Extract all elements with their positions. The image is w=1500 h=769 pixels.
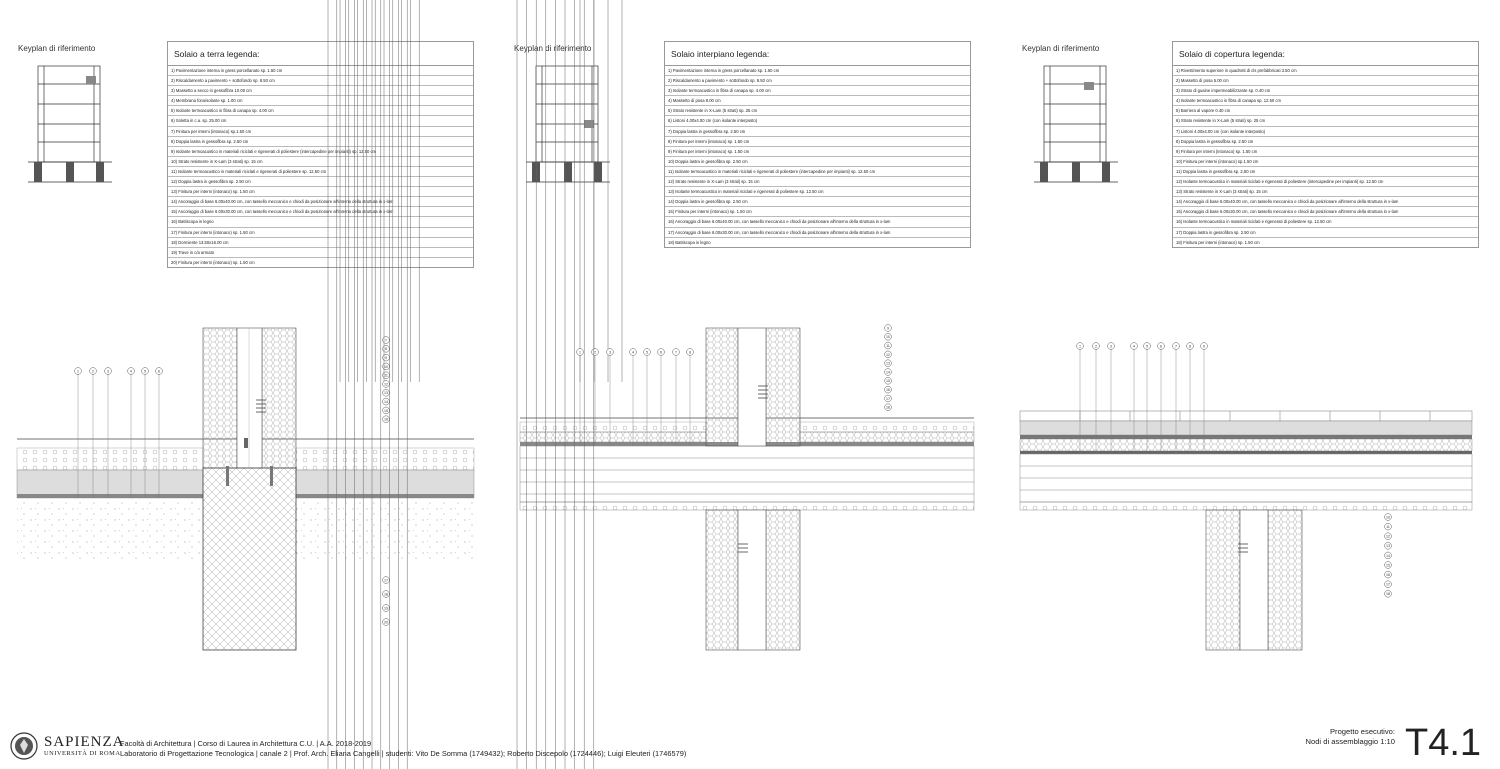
callout-label: 4 <box>130 369 132 374</box>
legend-item: 13) Finitura per interni (intonaco) sp. 1.50 cm <box>168 187 473 197</box>
legend-item: 2) Riscaldamento a pavimento + sottofondo sp. 8.50 cm <box>168 76 473 86</box>
callout-label: 11 <box>384 373 388 378</box>
callout-label: 3 <box>609 350 611 355</box>
callout-label: 13 <box>886 361 890 366</box>
legend-item: 8) Doppia lastra in gessofibra sp. 2.50 cm <box>1173 137 1478 147</box>
legend-item: 9) Finitura per interni (intonaco) sp. 1.50 cm <box>665 147 970 157</box>
callout-label: 11 <box>1386 525 1390 529</box>
callout-label: 18 <box>886 405 890 410</box>
legend-item: 16) Isolante termoacustico in materiali riciclati e rigenerati di poliestere sp. 12.50 cm <box>1173 217 1478 227</box>
legend-item: 7) Listoni 4.00x4.00 cm (con isolante interposto) <box>1173 127 1478 137</box>
callout-label: 10 <box>1386 515 1390 520</box>
callout-label: 17 <box>886 396 890 401</box>
callout-label: 18 <box>1386 592 1390 597</box>
callout-label: 3 <box>107 369 109 374</box>
callout-label: 12 <box>1386 534 1390 539</box>
legend-item: 4) Massetto di posa 8.00 cm <box>665 96 970 106</box>
legend-item: 20) Finitura per interni (intonaco) sp. 1.50 cm <box>171 259 255 265</box>
callout-label: 7 <box>385 338 387 343</box>
legend-item: 17) Doppia lastra in gessofibra sp. 2.50 cm <box>1173 228 1478 238</box>
legend-item: 7) Finitura per interni (intonaco) sp.1.50 cm <box>168 127 473 137</box>
legend-item: 16) Battiscopa in legno <box>168 217 473 227</box>
callout-label: 6 <box>158 369 160 374</box>
callout-label: 15 <box>384 408 388 413</box>
callout-label: 16 <box>886 388 890 392</box>
legend-item: 14) Doppia lastra in gessofibra sp. 2.50 cm <box>665 197 970 207</box>
callout-label: 17 <box>384 578 388 583</box>
legend-item: 9) Finitura per interni (intonaco) sp. 1.50 cm <box>1173 147 1478 157</box>
legend-item: 15) Finitura per interni (intonaco) sp. 1.50 cm <box>665 207 970 217</box>
detail-interfloor <box>328 0 974 769</box>
callout-label: 12 <box>886 352 890 357</box>
callout-label: 8 <box>1189 344 1191 349</box>
legend-ground-title: Solaio a terra legenda: <box>168 42 473 66</box>
footer-line-2: Laboratorio di Progettazione Tecnologica | canale 2 | Prof. Arch. Eliana Cangelli | studenti: Vito De Somma (1749432); Roberto Discepolo (1724446); Luigi Eleuteri (1746579) <box>120 749 687 758</box>
callout-label: 9 <box>1203 344 1205 349</box>
callout-label: 10 <box>384 364 388 369</box>
callout-label: 14 <box>1386 553 1390 558</box>
legend-item: 12) Isolante termoacustico in materiali riciclati e rigenerati di poliestere (intercapedine per impianti) sp. 12.50 cm <box>1173 177 1478 187</box>
legend-item: 8) Doppia lastra in gessofibra sp. 2.50 cm <box>168 137 473 147</box>
callout-label: 17 <box>1386 582 1390 587</box>
legend-item: 1) Pavimentazione interna in gress porcellanato sp. 1.50 cm <box>168 66 473 76</box>
callout-label: 9 <box>385 356 387 360</box>
legend-item: 18) Battiscopa in legno <box>668 239 711 245</box>
legend-item: 10) Finitura per interni (intonaco) sp.1.50 cm <box>1173 157 1478 167</box>
callout-label: 7 <box>675 350 677 355</box>
callout-label: 11 <box>886 344 890 348</box>
legend-item: 3) Massetto a secco in gessofibra 10.00 cm <box>168 86 473 96</box>
callout-label: 9 <box>887 326 889 331</box>
legend-item: 19) Trave in c/a armato <box>168 248 473 258</box>
legend-item: 11) Isolante termoacustico in materiali riciclati e rigenerati di poliestere (intercapedine per impianti) sp. 12.50 cm <box>665 167 970 177</box>
legend-item: 6) Listoni 4.00x4.00 cm (con isolante interposto) <box>665 116 970 126</box>
legend-item: 12) Doppia lastra in gessofibra sp. 2.50 cm <box>168 177 473 187</box>
callout-label: 1 <box>1079 344 1081 349</box>
legend-item: 4) Membrana fonoisolante sp. 1.00 cm <box>168 96 473 106</box>
detail-roof <box>517 0 1472 769</box>
legend-item: 12) Strato resistente in X-Lam (3 strati) sp. 15 cm <box>665 177 970 187</box>
callout-label: 19 <box>384 606 388 611</box>
legend-item: 6) Soletta in c.a. sp. 25.00 cm <box>168 116 473 126</box>
callout-label: 5 <box>646 350 648 355</box>
legend-item: 18) Dormiente 13.50x16.00 cm <box>168 238 473 248</box>
callout-label: 1 <box>77 369 79 374</box>
legend-item: 5) Isolante termoacustico in fibra di canapa sp. 4.00 cm <box>168 106 473 116</box>
sheet-code: T4.1 <box>1405 722 1482 764</box>
callout-label: 4 <box>1133 344 1135 349</box>
legend-item: 4) Isolante termoacustico in fibra di canapa sp. 12.50 cm <box>1173 96 1478 106</box>
callout-label: 8 <box>385 347 387 352</box>
callout-label: 20 <box>384 620 388 625</box>
callout-label: 2 <box>1095 344 1097 349</box>
callout-label: 18 <box>384 592 388 597</box>
legend-item: 17) Ancoraggio di base 6.00x30.00 cm, con tassello meccanico e chiodi da posizionare all'interno della struttura in x-lam <box>665 228 970 238</box>
keyplan-title-ground: Keyplan di riferimento <box>18 44 96 53</box>
legend-item: 18) Finitura per interni (intonaco) sp. 1.50 cm <box>1176 239 1260 245</box>
legend-item: 3) Strato di guaine impermeabilizzante sp. 0.40 cm <box>1173 86 1478 96</box>
university-name: SAPIENZA <box>44 734 125 750</box>
callout-label: 2 <box>594 350 596 355</box>
callout-label: 3 <box>1110 344 1112 349</box>
callout-label: 13 <box>384 391 388 396</box>
project-info <box>1250 727 1395 747</box>
callout-label: 16 <box>384 417 388 422</box>
callout-label: 12 <box>384 382 388 387</box>
callout-label: 5 <box>1146 344 1148 349</box>
legend-item: 2) Massetto di posa 5.00 cm <box>1173 76 1478 86</box>
callout-label: 10 <box>886 335 890 340</box>
legend-item: 11) Isolante termoacustico in materiali riciclati e rigenerati di poliestere sp. 12.50 cm <box>168 167 473 177</box>
callout-label: 13 <box>1386 544 1390 549</box>
legend-item: 17) Finitura per interni (intonaco) sp. 1.50 cm <box>168 228 473 238</box>
legend-item: 1) Pavimentazione interna in gress porcellanato sp. 1.50 cm <box>665 66 970 76</box>
legend-item: 5) Strato resistente in X-Lam (5 strati) sp. 25 cm <box>665 106 970 116</box>
callout-label: 6 <box>1160 344 1162 349</box>
legend-item: 10) Doppia lastra in gessofibra sp. 2.50 cm <box>665 157 970 167</box>
university-subtitle: UNIVERSITÀ DI ROMA <box>44 750 121 757</box>
legend-item: 6) Strato resistente in X-Lam (5 strati) sp. 25 cm <box>1173 116 1478 126</box>
legend-item: 8) Finitura per interni (intonaco) sp. 1.50 cm <box>665 137 970 147</box>
callout-label: 15 <box>886 379 890 384</box>
keyplan-title-roof: Keyplan di riferimento <box>1022 44 1100 53</box>
legend-item: 14) Ancoraggio di base 6.00x40.00 cm, con tassello meccanico e chiodi da posizionare all'interno della struttura in x-lam <box>1173 197 1478 207</box>
legend-item: 2) Riscaldamento a pavimento + sottofondo sp. 8.50 cm <box>665 76 970 86</box>
project-label: Progetto esecutivo: <box>1329 727 1395 736</box>
callout-label: 16 <box>1386 573 1390 577</box>
legend-item: 13) Isolante termoacustico in materiali riciclati e rigenerati di poliestere sp. 12.50 cm <box>665 187 970 197</box>
legend-item: 15) Ancoraggio di base 6.00x30.00 cm, con tassello meccanico e chiodi da posizionare all'interno della struttura in x-lam <box>1173 207 1478 217</box>
legend-item: 14) Ancoraggio di base 6.00x40.00 cm, con tassello meccanico e chiodi da posizionare all'interno della struttura in x-lam <box>168 197 473 207</box>
project-subtitle: Nodi di assemblaggio 1:10 <box>1305 737 1395 746</box>
legend-item: 10) Strato resistente in X-Lam (3 strati) sp. 15 cm <box>168 157 473 167</box>
callout-label: 1 <box>579 350 581 355</box>
callout-label: 14 <box>886 370 890 375</box>
legend-item: 16) Ancoraggio di base 6.00x40.00 cm, con tassello meccanico e chiodi da posizionare all'interno della struttura in x-lam <box>665 217 970 227</box>
callout-label: 15 <box>1386 563 1390 568</box>
detail-ground <box>17 0 622 650</box>
legend-item: 1) Rivestimento superiore in quadrotti di cls prefabbricati 3.50 cm <box>1173 66 1478 76</box>
keyplan-title-interfloor: Keyplan di riferimento <box>514 44 592 53</box>
legend-interfloor-title: Solaio interpiano legenda: <box>665 42 970 66</box>
legend-item: 7) Doppia lastra in gessofibra sp. 2.50 cm <box>665 127 970 137</box>
callout-label: 6 <box>660 350 662 355</box>
legend-roof-title: Solaio di copertura legenda: <box>1173 42 1478 66</box>
legend-item: 5) Barriera al vapore 0.40 cm <box>1173 106 1478 116</box>
legend-item: 11) Doppia lastra in gessofibra sp. 2.50 cm <box>1173 167 1478 177</box>
footer-line-1: Facoltà di Architettura | Corso di Laurea in Architettura C.U. | A.A. 2018-2019 <box>120 739 372 748</box>
callout-label: 14 <box>384 400 388 404</box>
legend-item: 13) Strato resistente in X-Lam (3 strati) sp. 15 cm <box>1173 187 1478 197</box>
callout-label: 4 <box>632 350 634 355</box>
sapienza-seal-icon <box>10 731 38 761</box>
legend-item: 3) Isolante termoacustico in fibra di canapa sp. 4.00 cm <box>665 86 970 96</box>
legend-item: 9) Isolante termoacustico in materiali riciclati e rigenerati di poliestere (intercapedine per impianti) sp. 12.50 cm <box>168 147 473 157</box>
legend-item: 15) Ancoraggio di base 6.00x30.00 cm, con tassello meccanico e chiodi da posizionare all'interno della struttura in x-lam <box>168 207 473 217</box>
callout-label: 7 <box>1175 344 1177 349</box>
callout-label: 8 <box>689 350 691 355</box>
callout-label: 2 <box>92 369 94 374</box>
callout-label: 5 <box>144 369 146 374</box>
